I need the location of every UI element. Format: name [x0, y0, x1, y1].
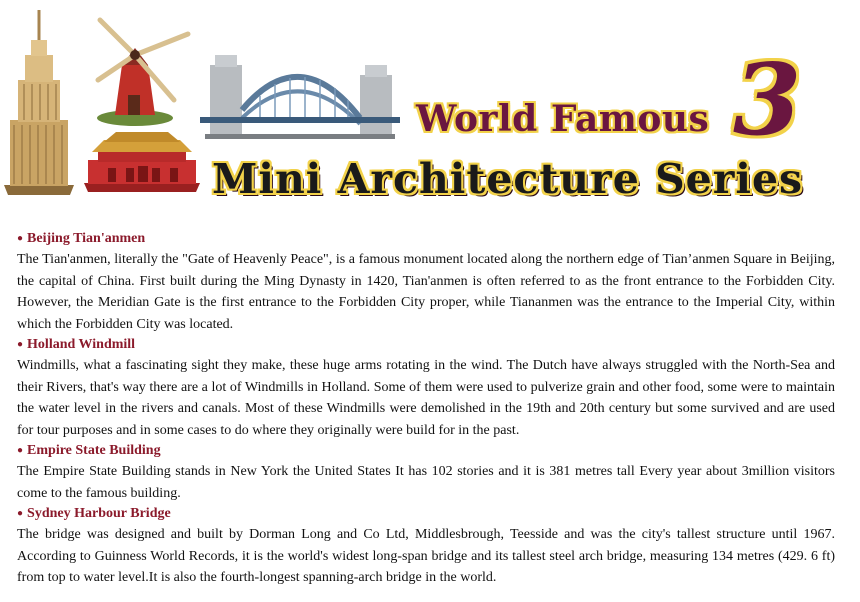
empire-state-building-model — [4, 10, 74, 195]
tiananmen-model — [84, 132, 200, 192]
bullet-icon: ● — [17, 508, 24, 519]
banner-title-line2: Mini Architecture Series — [212, 155, 804, 203]
banner-series-number: 3 — [733, 43, 802, 158]
banner-title-line1: World Famous — [416, 98, 710, 140]
section-heading-tiananmen — [17, 229, 835, 249]
section-title: Empire State Building — [27, 443, 161, 458]
sydney-harbour-bridge-model — [200, 55, 400, 139]
bullet-icon: ● — [17, 339, 24, 350]
article-content — [17, 229, 835, 589]
section-heading-sydney-bridge — [17, 504, 835, 524]
section-heading-windmill — [17, 335, 835, 355]
header-banner — [0, 0, 860, 222]
section-title: Sydney Harbour Bridge — [27, 506, 171, 521]
section-body-windmill: Windmills, what a fascinating sight they make, these huge arms rotating in the wind. The Dutch have always struggled with the North-Sea and their Rivers, that's way there are a lot of Windmills in Holland. Some of them were used to pulverize grain and other food, some were to maintain the water level in the rivers and canals. Most of these Windmills were demolished in the 19th and 20th century but some survived and are used for tour purposes and in some cases to do where they originally were build for in the past. — [17, 358, 835, 438]
section-body-tiananmen: The Tian'anmen, literally the "Gate of Heavenly Peace", is a famous monument located along the northern edge of Tian’anmen Square in Beijing, the capital of China. First built during the Ming Dynasty in 1420, Tian'anmen is often referred to as the front entrance to the Forbidden City. However, the Meridian Gate is the first entrance to the Forbidden City proper, while Tiananmen was the entrance to the Imperial City, within which the Forbidden City was located. — [17, 252, 835, 332]
section-heading-empire-state — [17, 441, 835, 461]
windmill-model — [97, 20, 188, 126]
section-body-sydney-bridge: The bridge was designed and built by Dorman Long and Co Ltd, Middlesbrough, Teesside and was the city's tallest structure until 1967. According to Guinness World Records, it is the world's widest long-span bridge and its tallest steel arch bridge, measuring 134 metres (429. 6 ft) from top to water level.It is also the fourth-longest spanning-arch bridge in the world. — [17, 527, 835, 585]
section-title: Holland Windmill — [27, 337, 136, 352]
section-title: Beijing Tian'anmen — [27, 231, 146, 246]
bullet-icon: ● — [17, 445, 24, 456]
section-body-empire-state: The Empire State Building stands in New York the United States It has 102 stories and it is 381 metres tall Every year about 3million visitors come to the famous building. — [17, 464, 835, 501]
bullet-icon: ● — [17, 233, 24, 244]
